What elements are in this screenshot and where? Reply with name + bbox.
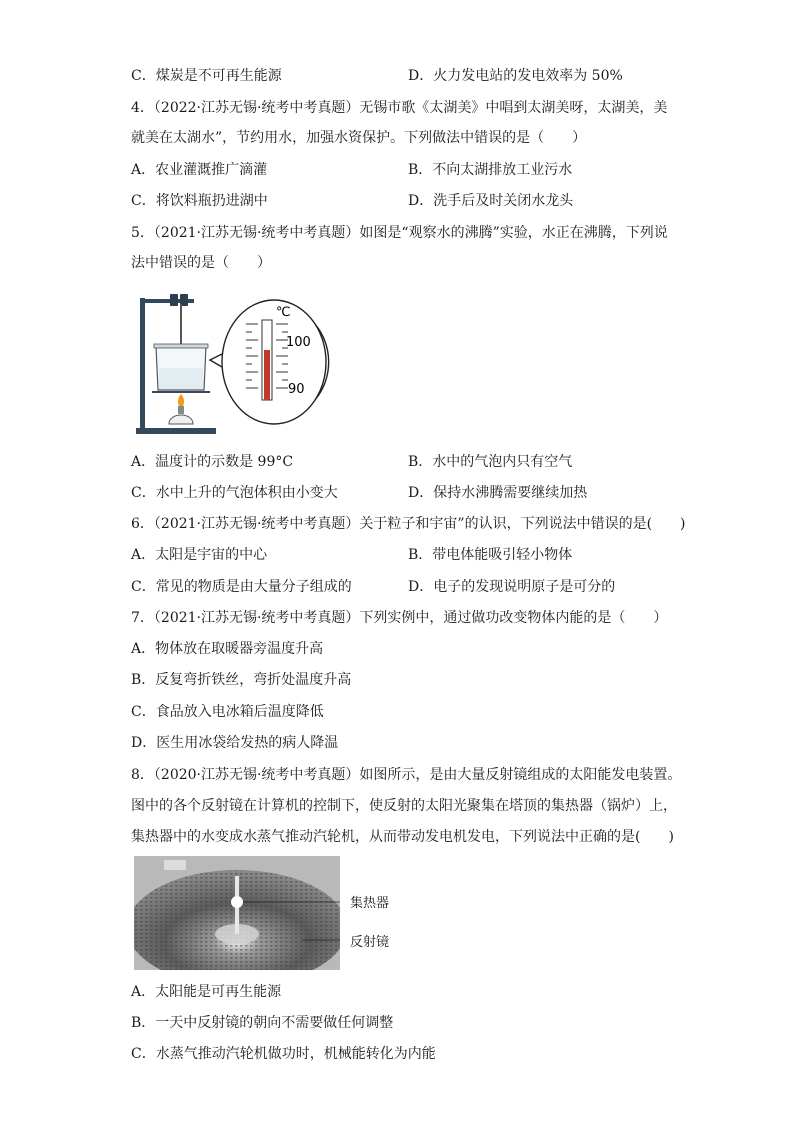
flame xyxy=(178,394,184,408)
q4-option-a: A．农业灌溉推广滴灌 xyxy=(131,162,268,178)
q7-stem-line1: 7．（2021·江苏无锡·统考中考真题）下列实例中，通过做功改变物体内能的是（ ） xyxy=(131,610,668,626)
q5-option-b: B．水中的气泡内只有空气 xyxy=(408,454,573,470)
receiver-glow xyxy=(231,896,243,908)
q5-option-d: D．保持水沸腾需要继续加热 xyxy=(408,485,588,501)
q3-option-d: D．火力发电站的发电效率为 50% xyxy=(408,68,623,84)
q8-option-b: B．一天中反射镜的朝向不需要做任何调整 xyxy=(131,1015,394,1031)
q6-option-b: B．带电体能吸引轻小物体 xyxy=(408,547,573,563)
lamp-neck xyxy=(178,406,184,414)
q6-option-a: A．太阳是宇宙的中心 xyxy=(131,547,268,563)
q5-stem-line1: 5．（2021·江苏无锡·统考中考真题）如图是“观察水的沸腾”实验，水正在沸腾，下列说 xyxy=(131,225,668,241)
q8-option-c: C．水蒸气推动汽轮机做功时，机械能转化为内能 xyxy=(131,1046,436,1062)
q8-stem-line2: 图中的各个反射镜在计算机的控制下，使反射的太阳光聚集在塔顶的集热器（锅炉）上， xyxy=(131,798,677,814)
q6-stem-line1: 6．（2021·江苏无锡·统考中考真题）关于粒子和宇宙”的认识，下列说法中错误的是( ) xyxy=(131,516,686,532)
q3-option-c: C．煤炭是不可再生能源 xyxy=(131,68,282,84)
label-collector: 集热器 xyxy=(350,896,390,911)
alcohol-lamp xyxy=(169,415,193,424)
q5-option-a: A．温度计的示数是 99°C xyxy=(131,454,294,470)
q4-option-b: B．不向太湖排放工业污水 xyxy=(408,162,573,178)
q5-option-c: C．水中上升的气泡体积由小变大 xyxy=(131,485,338,501)
unit-label: ℃ xyxy=(276,305,291,320)
q7-option-b: B．反复弯折铁丝，弯折处温度升高 xyxy=(131,672,352,688)
beaker-lid xyxy=(154,344,208,348)
q7-option-c: C．食品放入电冰箱后温度降低 xyxy=(131,704,324,720)
q7-option-a: A．物体放在取暖器旁温度升高 xyxy=(131,641,324,657)
boiling-water-apparatus-figure xyxy=(134,290,334,440)
water xyxy=(159,368,203,389)
stand-base xyxy=(136,428,216,434)
mercury-column xyxy=(264,350,270,400)
q8-stem-line1: 8．（2020·江苏无锡·统考中考真题）如图所示，是由大量反射镜组成的太阳能发电装置。 xyxy=(131,767,682,783)
zoom-bubble-ellipse xyxy=(222,300,326,424)
scale-label-100: 100 xyxy=(286,335,311,350)
q4-option-d: D．洗手后及时关闭水龙头 xyxy=(408,193,574,209)
q7-option-d: D．医生用冰袋给发热的病人降温 xyxy=(131,735,339,751)
scale-label-90: 90 xyxy=(288,382,305,397)
q4-option-c: C．将饮料瓶扔进湖中 xyxy=(131,193,268,209)
q6-option-c: C．常见的物质是由大量分子组成的 xyxy=(131,579,352,595)
q8-option-a: A．太阳能是可再生能源 xyxy=(131,984,282,1000)
q8-stem-line3: 集热器中的水变成水蒸气推动汽轮机，从而带动发电机发电，下列说法中正确的是( ) xyxy=(131,829,674,845)
clamp-left xyxy=(170,294,178,306)
q4-stem-line2: 就美在太湖水”，节约用水，加强水资保护。下列做法中错误的是（ ） xyxy=(131,130,587,146)
label-mirror: 反射镜 xyxy=(350,935,390,950)
stand-rod xyxy=(140,298,145,430)
building xyxy=(164,860,186,870)
q5-stem-line2: 法中错误的是（ ） xyxy=(131,255,271,271)
solar-tower-photo xyxy=(134,856,340,970)
q4-stem-line1: 4．（2022·江苏无锡·统考中考真题）无锡市歌《太湖美》中唱到太湖美呀，太湖美，美 xyxy=(131,100,668,116)
q6-option-d: D．电子的发现说明原子是可分的 xyxy=(408,579,616,595)
